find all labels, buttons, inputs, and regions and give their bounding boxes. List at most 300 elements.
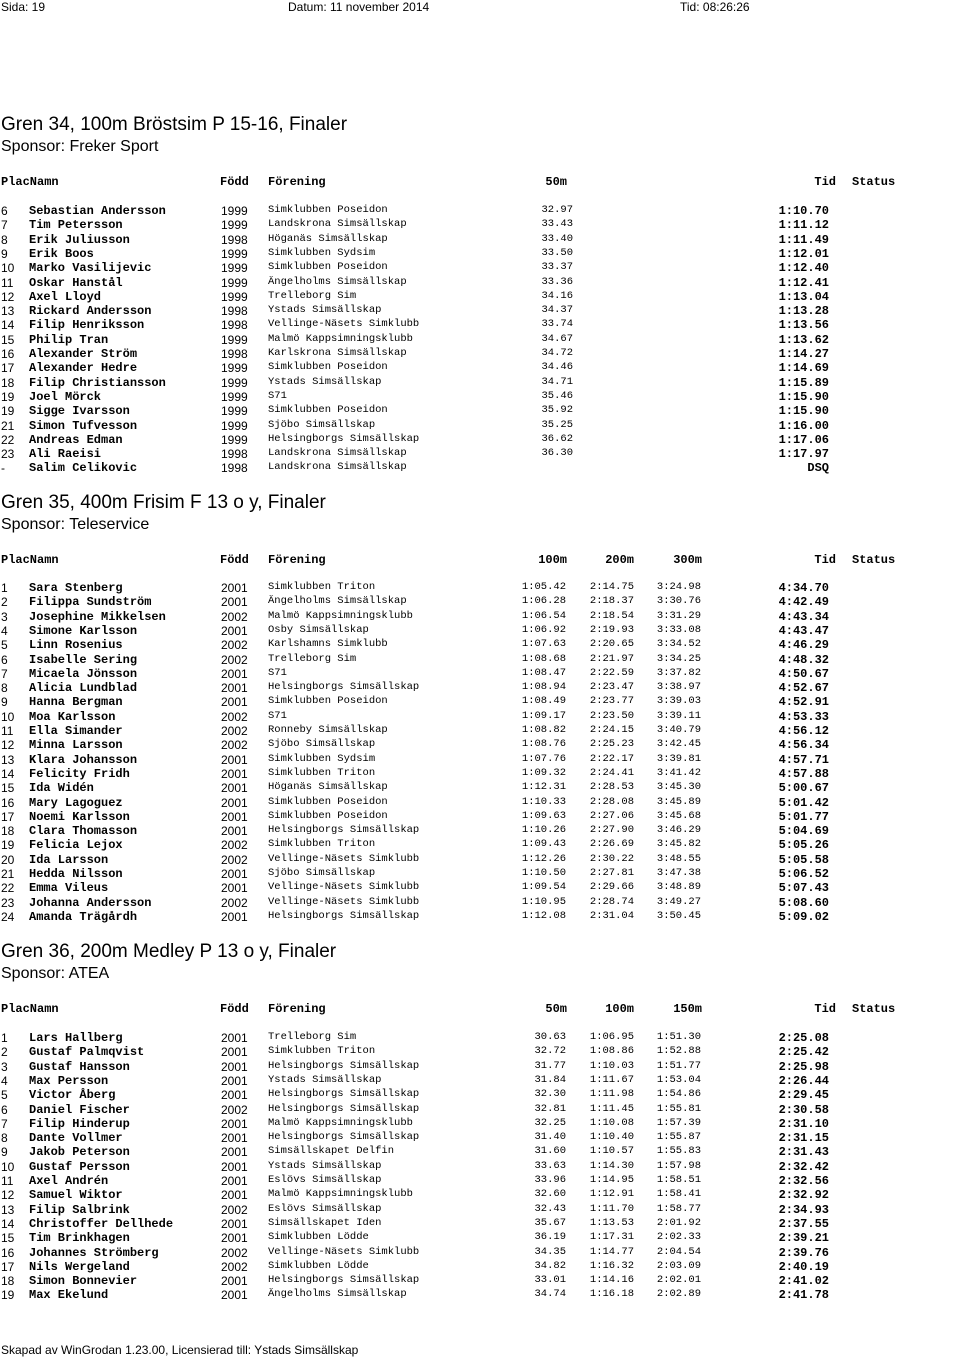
row-year: 2001 (221, 910, 248, 924)
row-club: Helsingborgs Simsällskap (268, 681, 420, 693)
row-split: 1:06.95 (589, 1031, 634, 1043)
row-split: 2:02.01 (656, 1274, 701, 1286)
row-place: 4 (1, 624, 8, 638)
table-row (0, 233, 960, 247)
row-name: Salim Celikovic (29, 461, 138, 475)
row-name: Hedda Nilsson (29, 867, 123, 881)
table-row (0, 1288, 960, 1302)
row-year: 2001 (221, 624, 248, 638)
row-club: Höganäs Simsällskap (268, 233, 388, 245)
row-name: Simon Tufvesson (29, 419, 138, 433)
row-split: 3:49.27 (656, 896, 701, 908)
row-split: 32.25 (534, 1117, 566, 1129)
row-year: 1998 (221, 347, 248, 361)
table-row (0, 638, 960, 652)
row-split: 1:11.70 (589, 1203, 634, 1215)
row-year: 2002 (221, 653, 248, 667)
row-split: 35.67 (534, 1217, 566, 1229)
row-split: 1:51.30 (656, 1031, 701, 1043)
row-place: 5 (1, 638, 8, 652)
row-time: 1:10.70 (778, 204, 829, 218)
row-club: Helsingborgs Simsällskap (268, 1103, 420, 1115)
row-split: 33.50 (541, 247, 573, 259)
row-split: 1:11.98 (589, 1088, 634, 1100)
row-time: 2:31.10 (778, 1117, 829, 1131)
row-year: 2002 (221, 853, 248, 867)
row-place: 14 (1, 318, 15, 332)
row-name: Victor Åberg (29, 1088, 116, 1102)
row-split: 3:41.42 (656, 767, 701, 779)
row-time: 4:34.70 (778, 581, 829, 595)
print-date: Datum: 11 november 2014 (288, 0, 430, 14)
table-row (0, 1260, 960, 1274)
row-split: 2:19.93 (589, 624, 634, 636)
row-split: 1:10.95 (521, 896, 566, 908)
row-split: 1:58.41 (656, 1188, 701, 1200)
table-row (0, 1103, 960, 1117)
row-split: 2:23.47 (589, 681, 634, 693)
row-split: 2:18.37 (589, 595, 634, 607)
row-name: Ida Widén (29, 781, 94, 795)
row-name: Filip Salbrink (29, 1203, 130, 1217)
row-time: 2:25.42 (778, 1045, 829, 1059)
row-place: 9 (1, 695, 8, 709)
row-year: 2002 (221, 738, 248, 752)
row-split: 3:39.81 (656, 753, 701, 765)
header-split: 300m (673, 553, 702, 567)
column-header-row (0, 175, 960, 189)
row-name: Simon Bonnevier (29, 1274, 138, 1288)
row-name: Amanda Trägårdh (29, 910, 138, 924)
header-tid: Tid (814, 175, 836, 189)
row-club: S71 (268, 667, 287, 679)
row-time: 4:56.12 (778, 724, 829, 738)
row-split: 32.81 (534, 1103, 566, 1115)
row-split: 1:14.16 (589, 1274, 634, 1286)
row-time: 2:37.55 (778, 1217, 829, 1231)
row-split: 32.97 (541, 204, 573, 216)
row-time: 1:17.06 (778, 433, 829, 447)
row-split: 34.35 (534, 1246, 566, 1258)
row-time: 1:12.40 (778, 261, 829, 275)
row-time: 5:04.69 (778, 824, 829, 838)
row-club: Simklubben Triton (268, 838, 376, 850)
row-place: 11 (1, 276, 14, 290)
row-split: 2:23.50 (589, 710, 634, 722)
row-time: 4:48.32 (778, 653, 829, 667)
row-split: 33.01 (534, 1274, 566, 1286)
row-split: 1:06.28 (521, 595, 566, 607)
header-tid: Tid (814, 1002, 836, 1016)
row-split: 33.43 (541, 218, 573, 230)
table-row (0, 218, 960, 232)
row-time: 2:41.78 (778, 1288, 829, 1302)
row-split: 2:03.09 (656, 1260, 701, 1272)
row-year: 2001 (221, 767, 248, 781)
row-name: Filip Hinderup (29, 1117, 130, 1131)
row-name: Tim Petersson (29, 218, 123, 232)
row-club: Simklubben Lödde (268, 1231, 369, 1243)
row-split: 1:57.39 (656, 1117, 701, 1129)
row-split: 1:11.67 (589, 1074, 634, 1086)
row-split: 3:48.89 (656, 881, 701, 893)
row-split: 2:27.06 (589, 810, 634, 822)
event-title: Gren 34, 100m Bröstsim P 15-16, Finaler (1, 114, 348, 135)
row-split: 1:08.68 (521, 653, 566, 665)
row-name: Filippa Sundström (29, 595, 152, 609)
row-name: Tim Brinkhagen (29, 1231, 130, 1245)
row-split: 1:09.32 (521, 767, 566, 779)
row-split: 1:14.95 (589, 1174, 634, 1186)
row-split: 2:28.53 (589, 781, 634, 793)
row-year: 2001 (221, 824, 248, 838)
row-name: Gustaf Hansson (29, 1060, 130, 1074)
table-row (0, 681, 960, 695)
row-club: Simklubben Sydsim (268, 247, 376, 259)
table-row (0, 261, 960, 275)
row-club: Trelleborg Sim (268, 653, 357, 665)
row-split: 2:18.54 (589, 610, 634, 622)
row-place: 23 (1, 896, 15, 910)
table-row (0, 653, 960, 667)
row-name: Andreas Edman (29, 433, 123, 447)
row-place: 3 (1, 1060, 8, 1074)
row-time: 4:57.88 (778, 767, 829, 781)
row-split: 3:42.45 (656, 738, 701, 750)
row-split: 1:13.53 (589, 1217, 634, 1229)
table-row (0, 1231, 960, 1245)
table-row (0, 1246, 960, 1260)
row-year: 2001 (221, 1274, 248, 1288)
row-name: Max Persson (29, 1074, 109, 1088)
table-row (0, 1074, 960, 1088)
header-split: 50m (545, 175, 567, 189)
row-place: 11 (1, 724, 14, 738)
row-time: 1:16.00 (778, 419, 829, 433)
row-time: 2:39.76 (778, 1246, 829, 1260)
row-year: 2002 (221, 896, 248, 910)
table-row (0, 610, 960, 624)
table-row (0, 595, 960, 609)
table-row (0, 796, 960, 810)
row-split: 2:20.65 (589, 638, 634, 650)
header-status: Status (852, 175, 896, 189)
row-club: Simklubben Poseidon (268, 361, 388, 373)
table-row (0, 1031, 960, 1045)
row-split: 3:50.45 (656, 910, 701, 922)
row-time: 1:11.12 (778, 218, 829, 232)
row-place: 1 (1, 1031, 8, 1045)
row-split: 2:29.66 (589, 881, 634, 893)
row-year: 2001 (221, 1160, 248, 1174)
table-row (0, 1088, 960, 1102)
row-place: 8 (1, 681, 8, 695)
row-time: 4:52.91 (778, 695, 829, 709)
row-split: 33.40 (541, 233, 573, 245)
row-time: 1:15.89 (778, 376, 829, 390)
row-club: Höganäs Simsällskap (268, 781, 388, 793)
table-row (0, 624, 960, 638)
print-time: Tid: 08:26:26 (680, 0, 750, 14)
row-year: 2001 (221, 695, 248, 709)
row-split: 2:23.77 (589, 695, 634, 707)
row-time: 5:05.26 (778, 838, 829, 852)
row-split: 2:21.97 (589, 653, 634, 665)
table-row (0, 347, 960, 361)
row-split: 34.67 (541, 333, 573, 345)
row-name: Lars Hallberg (29, 1031, 123, 1045)
row-split: 3:46.29 (656, 824, 701, 836)
row-time: 4:53.33 (778, 710, 829, 724)
row-name: Filip Christiansson (29, 376, 166, 390)
row-place: 4 (1, 1074, 8, 1088)
row-name: Mary Lagoguez (29, 796, 123, 810)
row-split: 2:28.08 (589, 796, 634, 808)
row-name: Marko Vasilijevic (29, 261, 152, 275)
row-year: 2001 (221, 867, 248, 881)
row-year: 2001 (221, 796, 248, 810)
row-club: Landskrona Simsällskap (268, 218, 407, 230)
row-year: 2001 (221, 1217, 248, 1231)
row-club: Simklubben Sydsim (268, 753, 376, 765)
row-year: 2001 (221, 1088, 248, 1102)
row-club: Simsällskapet Iden (268, 1217, 382, 1229)
row-time: 1:17.97 (778, 447, 829, 461)
row-split: 1:07.76 (521, 753, 566, 765)
row-place: 16 (1, 796, 15, 810)
row-year: 1998 (221, 447, 248, 461)
row-split: 31.77 (534, 1060, 566, 1072)
table-row (0, 447, 960, 461)
event-sponsor: Sponsor: Freker Sport (1, 138, 159, 155)
row-year: 2002 (221, 724, 248, 738)
row-time: 2:39.21 (778, 1231, 829, 1245)
event-title: Gren 35, 400m Frisim F 13 o y, Finaler (1, 492, 326, 513)
row-club: Malmö Kappsimningsklubb (268, 333, 413, 345)
header-fodd: Född (220, 553, 249, 567)
row-club: S71 (268, 390, 287, 402)
row-split: 3:40.79 (656, 724, 701, 736)
row-place: 7 (1, 218, 8, 232)
row-time: 4:43.47 (778, 624, 829, 638)
row-name: Gustaf Persson (29, 1160, 130, 1174)
row-split: 1:14.77 (589, 1246, 634, 1258)
table-row (0, 1117, 960, 1131)
row-split: 3:45.30 (656, 781, 701, 793)
row-name: Erik Boos (29, 247, 94, 261)
row-time: 5:09.02 (778, 910, 829, 924)
row-name: Emma Vileus (29, 881, 109, 895)
row-time: 4:42.49 (778, 595, 829, 609)
row-year: 1999 (221, 390, 248, 404)
row-name: Hanna Bergman (29, 695, 123, 709)
row-place: 12 (1, 290, 15, 304)
row-split: 1:54.86 (656, 1088, 701, 1100)
row-split: 1:05.42 (521, 581, 566, 593)
table-row (0, 781, 960, 795)
row-club: Simklubben Triton (268, 767, 376, 779)
row-name: Sigge Ivarsson (29, 404, 130, 418)
row-time: 1:13.28 (778, 304, 829, 318)
row-place: 10 (1, 261, 15, 275)
row-name: Noemi Karlsson (29, 810, 130, 824)
row-split: 1:08.49 (521, 695, 566, 707)
row-split: 1:12.08 (521, 910, 566, 922)
row-year: 2002 (221, 638, 248, 652)
table-row (0, 361, 960, 375)
row-year: 1999 (221, 276, 248, 290)
row-split: 2:27.81 (589, 867, 634, 879)
row-club: Simklubben Lödde (268, 1260, 369, 1272)
row-year: 2001 (221, 753, 248, 767)
row-name: Johannes Strömberg (29, 1246, 159, 1260)
row-club: Ronneby Simsällskap (268, 724, 388, 736)
row-name: Daniel Fischer (29, 1103, 130, 1117)
row-name: Philip Tran (29, 333, 109, 347)
column-header-row (0, 1002, 960, 1016)
row-split: 1:55.81 (656, 1103, 701, 1115)
row-split: 35.25 (541, 419, 573, 431)
row-split: 1:58.51 (656, 1174, 701, 1186)
row-place: 17 (1, 1260, 15, 1274)
row-club: Ystads Simsällskap (268, 1160, 382, 1172)
row-split: 3:37.82 (656, 667, 701, 679)
table-row (0, 461, 960, 475)
table-row (0, 1045, 960, 1059)
row-name: Gustaf Palmqvist (29, 1045, 145, 1059)
row-time: 2:40.19 (778, 1260, 829, 1274)
row-name: Oskar Hanstål (29, 276, 123, 290)
row-split: 34.37 (541, 304, 573, 316)
row-split: 3:48.55 (656, 853, 701, 865)
row-split: 2:28.74 (589, 896, 634, 908)
row-split: 1:10.50 (521, 867, 566, 879)
row-name: Alexander Ström (29, 347, 138, 361)
event-sponsor: Sponsor: ATEA (1, 965, 110, 982)
row-club: Malmö Kappsimningsklubb (268, 1117, 413, 1129)
row-split: 36.62 (541, 433, 573, 445)
row-year: 1999 (221, 433, 248, 447)
row-year: 2001 (221, 1288, 248, 1302)
row-place: 24 (1, 910, 15, 924)
row-name: Felicity Fridh (29, 767, 130, 781)
row-split: 1:10.40 (589, 1131, 634, 1143)
row-time: 2:32.56 (778, 1174, 829, 1188)
row-split: 3:45.89 (656, 796, 701, 808)
row-year: 2001 (221, 1174, 248, 1188)
page-number: Sida: 19 (1, 0, 46, 14)
event-title: Gren 36, 200m Medley P 13 o y, Finaler (1, 941, 337, 962)
row-place: 12 (1, 1188, 15, 1202)
header-fodd: Född (220, 175, 249, 189)
row-split: 2:26.69 (589, 838, 634, 850)
footer-credit: Skapad av WinGrodan 1.23.00, Licensierad till: Ystads Simsällskap (1, 1343, 359, 1357)
table-row (0, 276, 960, 290)
row-split: 1:12.26 (521, 853, 566, 865)
row-club: Helsingborgs Simsällskap (268, 1088, 420, 1100)
table-row (0, 1131, 960, 1145)
row-time: 2:32.92 (778, 1188, 829, 1202)
header-split: 150m (673, 1002, 702, 1016)
row-club: Vellinge-Näsets Simklubb (268, 896, 420, 908)
row-club: Ystads Simsällskap (268, 376, 382, 388)
row-place: 14 (1, 1217, 15, 1231)
row-split: 1:55.83 (656, 1145, 701, 1157)
event-sponsor: Sponsor: Teleservice (1, 516, 150, 533)
row-split: 1:55.87 (656, 1131, 701, 1143)
row-year: 1999 (221, 376, 248, 390)
row-year: 1999 (221, 404, 248, 418)
header-tid: Tid (814, 553, 836, 567)
table-row (0, 753, 960, 767)
row-split: 1:09.54 (521, 881, 566, 893)
table-row (0, 318, 960, 332)
row-year: 1998 (221, 461, 248, 475)
row-club: Karlskrona Simsällskap (268, 347, 407, 359)
header-split: 100m (538, 553, 567, 567)
row-name: Dante Vollmer (29, 1131, 123, 1145)
row-time: 5:05.58 (778, 853, 829, 867)
row-time: 4:46.29 (778, 638, 829, 652)
row-split: 2:22.59 (589, 667, 634, 679)
row-split: 30.63 (534, 1031, 566, 1043)
table-row (0, 581, 960, 595)
row-split: 1:17.31 (589, 1231, 634, 1243)
row-split: 34.82 (534, 1260, 566, 1272)
row-club: Landskrona Simsällskap (268, 461, 407, 473)
table-row (0, 810, 960, 824)
row-time: 2:29.45 (778, 1088, 829, 1102)
row-name: Erik Juliusson (29, 233, 130, 247)
row-place: 8 (1, 233, 8, 247)
row-club: Sjöbo Simsällskap (268, 867, 376, 879)
row-place: 15 (1, 781, 15, 795)
row-time: 4:50.67 (778, 667, 829, 681)
header-split: 200m (605, 553, 634, 567)
row-place: 16 (1, 1246, 15, 1260)
row-split: 36.30 (541, 447, 573, 459)
row-time: 1:15.90 (778, 404, 829, 418)
row-split: 3:45.82 (656, 838, 701, 850)
row-club: Simklubben Poseidon (268, 404, 388, 416)
row-place: 17 (1, 810, 15, 824)
row-name: Christoffer Dellhede (29, 1217, 174, 1231)
row-split: 1:57.98 (656, 1160, 701, 1172)
table-row (0, 1274, 960, 1288)
row-year: 2001 (221, 1045, 248, 1059)
table-row (0, 1160, 960, 1174)
row-split: 1:09.43 (521, 838, 566, 850)
row-club: Simklubben Poseidon (268, 695, 388, 707)
row-year: 2001 (221, 1117, 248, 1131)
row-name: Rickard Andersson (29, 304, 152, 318)
row-time: 1:11.49 (778, 233, 829, 247)
row-split: 2:25.23 (589, 738, 634, 750)
row-split: 1:53.04 (656, 1074, 701, 1086)
row-split: 31.60 (534, 1145, 566, 1157)
row-year: 2002 (221, 610, 248, 624)
table-row (0, 896, 960, 910)
row-split: 1:14.30 (589, 1160, 634, 1172)
row-split: 1:12.31 (521, 781, 566, 793)
table-row (0, 404, 960, 418)
row-split: 34.72 (541, 347, 573, 359)
table-row (0, 695, 960, 709)
row-time: 2:31.43 (778, 1145, 829, 1159)
row-club: Simklubben Poseidon (268, 810, 388, 822)
row-year: 2002 (221, 838, 248, 852)
table-row (0, 824, 960, 838)
